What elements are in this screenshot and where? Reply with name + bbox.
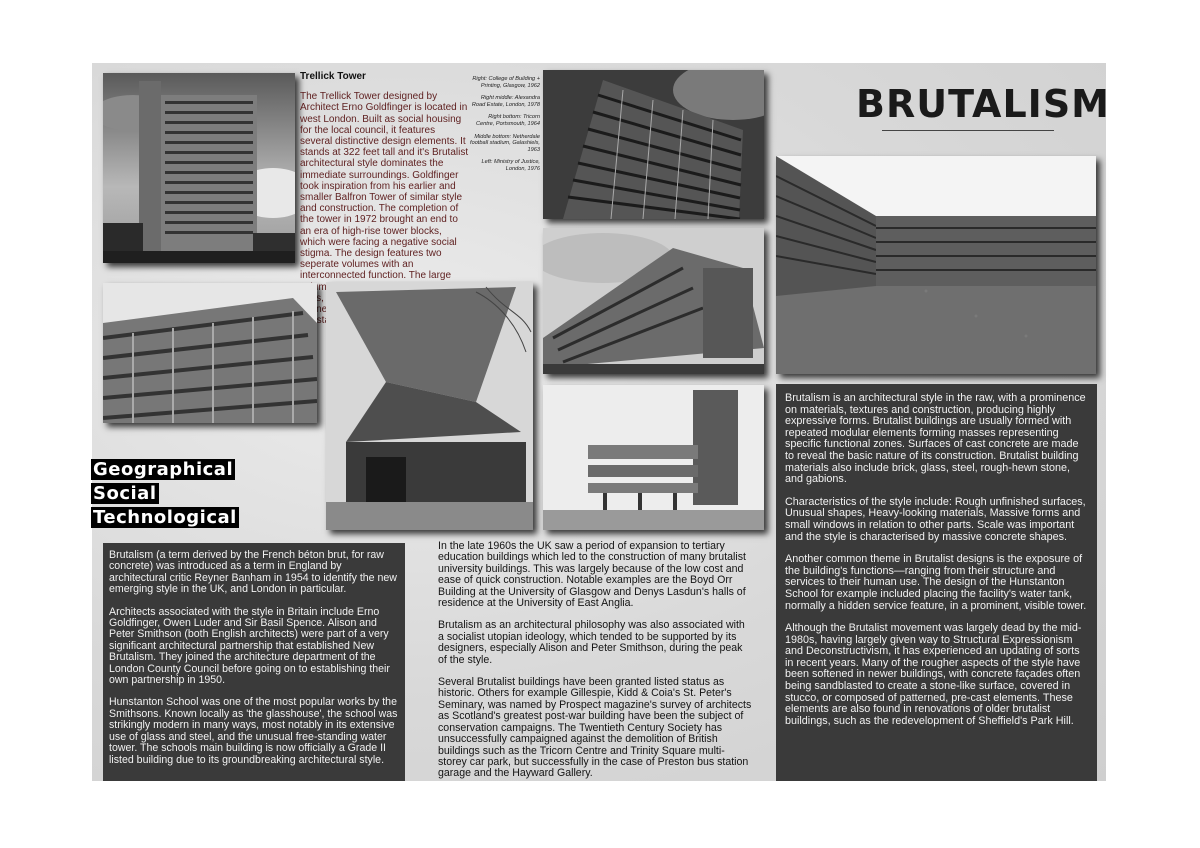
photo-college-of-building: [543, 70, 764, 219]
col3-paragraph-4: Although the Brutalist movement was largely dead by the mid-1980s, having largely given way to Structural Expressionism and Deconstructivism, it has experienced an updating of sorts in recent years. Many of the rougher aspects of the style have been softened in newer buildings, with concrete façades often being sandblasted to create a stone-like surface, covered in stucco, or composed of patterned, pre-cast elements. These elements are also found in renovations of older brutalist buildings, such as the redevelopment of Sheffield's Park Hill.: [785, 622, 1082, 727]
col1-paragraph-3: Hunstanton School was one of the most popular works by the Smithsons. Known locally as 'the glasshouse', the school was strikingly modern in many ways, most notably in its extensive use of glass and steel, and the unusual free-standing water tower. The schools main building is now officially a Grade II listed building due to its groundbreaking architectural style.: [109, 696, 398, 766]
col1-paragraph-2: Architects associated with the style in Britain include Erno Goldfinger, Owen Luder and Sir Basil Spence. Alison and Peter Smithson (both English architects) were part of a very significant architectural partnership that established New Brutalism. They joined the architecture department of the London County Council before going on to establishing their own partnership in 1950.: [109, 605, 390, 687]
credit-right-bottom: Right bottom: Tricorn Centre, Portsmouth, 1964: [475, 114, 540, 127]
col2-paragraph-3: Several Brutalist buildings have been granted listed status as historic. Others for example Gillespie, Kidd & Coia's St. Peter's Seminary, was named by Prospect magazine's survey of architects as Scotland's greatest post-war building have been the subject of conservation campaigns. The Twentieth Century Society has unsuccessfully campaigned against the demolition of British buildings such as the Tricorn Centre and Trinity Square multi-storey car park, but successfully in the case of Preston bus station garage and the Hayward Gallery.: [438, 676, 752, 780]
photo-sculptural-building: [326, 282, 533, 530]
credit-left: Left: Ministry of Justice, London, 1976: [481, 159, 540, 172]
credit-middle-bottom: Middle bottom: Netherdale football stadium, Galashiels, 1963: [470, 133, 540, 153]
col3-paragraph-3: Another common theme in Brutalist designs is the exposure of the building's functions—ranging from their structure and services to their human use. The design of the Hunstanton School for example included placing the facility's water tank, normally a hidden service feature, in a prominent, visible tower.: [785, 553, 1087, 612]
theme-technological: Technological: [93, 507, 237, 528]
theme-social: Social: [93, 483, 157, 504]
photo-alexandra-road: [543, 228, 764, 374]
photo-park-hill: [776, 156, 1096, 374]
col1-paragraph-1: Brutalism (a term derived by the French béton brut, for raw concrete) was introduced as a term in England by architectural critic Reyner Banham in 1954 to identify the new emerging style in the UK, and London in particular.: [109, 549, 397, 596]
col2-paragraph-2: Brutalism as an architectural philosophy was also associated with a socialist utopian ideology, which tended to be supported by its designers, especially Alison and Peter Smithson, during the peak of the style.: [438, 619, 745, 666]
photo-tricorn-centre: [103, 283, 317, 423]
col3-paragraph-2: Characteristics of the style include: Rough unfinished surfaces, Unusual shapes, Heavy-looking materials, Massive forms and small windows in relation to other parts. Scale was important and the style is characterised by massive concrete shapes.: [785, 495, 1086, 543]
photo-credits: [470, 76, 540, 179]
credit-right-middle: Right middle: Alexandra Road Estate, London, 1978: [471, 95, 540, 108]
photo-trellick-tower: [103, 73, 295, 263]
theme-geographical: Geographical: [93, 459, 234, 480]
title-underline: [882, 130, 1054, 131]
trellick-body: The Trellick Tower designed by Architect Erno Goldfinger is located in west London. Built as social housing for the local council, it features several distinctive design elements. It stands at 322 feet tall and it's Brutalist architectural style dominates the immediate surroundings. Goldfinger took inspiration from his earlier and smaller Balfron Tower of similar style and construction. The completion of the tower in 1972 brought an end to an era of high-rise tower blocks, which were facing a negative social stigma. The design features two seperate volumes with an interconnected function. The large connects: [300, 91, 469, 316]
text-column-left: [103, 543, 405, 781]
page-title: BRUTALISM: [856, 82, 1110, 126]
credit-right: Right: College of Building + Printing, Glasgow, 1962: [472, 76, 540, 89]
text-column-right: [776, 384, 1097, 781]
col3-paragraph-1: Brutalism is an architectural style in the raw, with a prominence on materials, textures and construction, producing highly expressive forms. Brutalist buildings are usually formed with repeated modular elements forming masses representing specific functional zones. Surfaces of cast concrete are made to reveal the basic nature of its construction. Brutalist building materials also include brick, glass, steel, rough-hewn stone, and gabions.: [785, 392, 1086, 486]
col2-paragraph-1: In the late 1960s the UK saw a period of expansion to tertiary education buildings which led to the construction of many brutalist university buildings. This was largely because of the low cost and ease of quick construction. Notable examples are the Boyd Orr Building at the University of Glasgow and Denys Lasdun's halls of residence at the University of East Anglia.: [438, 540, 746, 610]
photo-netherdale-stadium: [543, 385, 764, 530]
text-column-middle: [432, 535, 758, 781]
trellick-title: Trellick Tower: [300, 71, 366, 82]
